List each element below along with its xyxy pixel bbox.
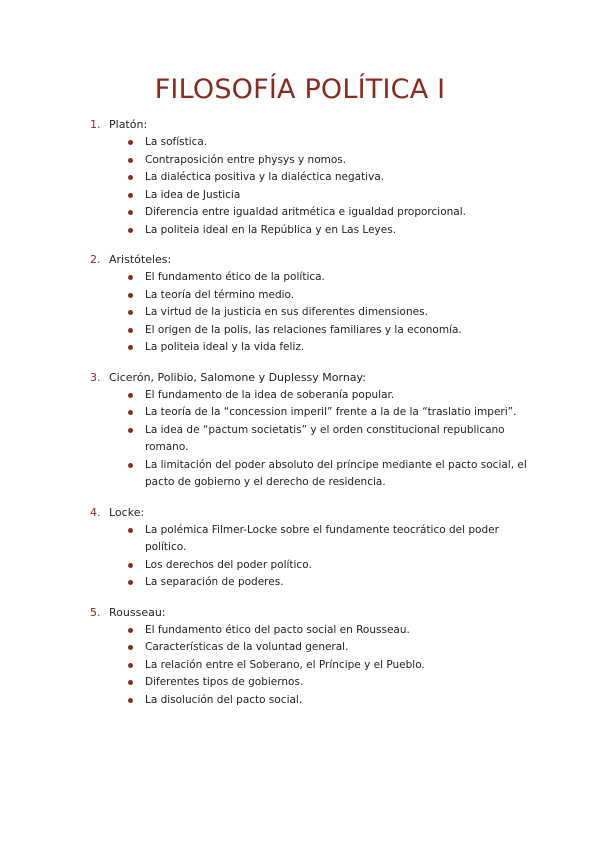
list-item (0, 657, 600, 675)
list-item (0, 404, 600, 422)
section-heading (0, 116, 600, 134)
section-title: Platón: (109, 118, 148, 131)
list-item (0, 187, 600, 205)
list-item-text: Características de la voluntad general. (145, 641, 349, 653)
list-item-text: Diferentes tipos de gobiernos. (145, 676, 304, 688)
bullet-dot-icon (128, 175, 133, 180)
bullet-dot-icon (128, 580, 133, 585)
bullet-dot-icon (128, 628, 133, 633)
bullet-dot-icon (128, 680, 133, 685)
list-item (0, 522, 600, 557)
section-title: Locke: (109, 505, 145, 519)
list-item-text: El fundamento de la idea de soberanía popular. (145, 388, 395, 401)
list-item-text: Diferencia entre igualdad aritmética e igualdad proporcional. (145, 206, 466, 218)
list-item (0, 387, 600, 405)
section-2 (0, 251, 600, 357)
bullet-dot-icon (128, 345, 133, 350)
list-item (0, 457, 600, 492)
section-number: 3. (90, 370, 101, 384)
section-heading (0, 604, 600, 622)
list-item-text: La politeia ideal en la República y en Las Leyes. (145, 223, 397, 236)
section-number: 4. (90, 505, 101, 519)
list-item-text: La separación de poderes. (145, 576, 284, 588)
list-item-text: Los derechos del poder político. (145, 558, 312, 571)
list-item (0, 304, 600, 322)
list-item-text: La virtud de la justicia en sus diferentes dimensiones. (145, 306, 428, 318)
list-item (0, 204, 600, 222)
bullet-dot-icon (128, 563, 133, 568)
bullet-dot-icon (128, 663, 133, 668)
bullet-dot-icon (128, 228, 133, 233)
list-item (0, 152, 600, 170)
list-item (0, 322, 600, 340)
list-item-text: El fundamento ético del pacto social en Rousseau. (145, 623, 410, 636)
list-item (0, 557, 600, 575)
list-item (0, 692, 600, 710)
list-item (0, 622, 600, 640)
bullet-dot-icon (128, 328, 133, 333)
bullet-dot-icon (128, 210, 133, 215)
section-number: 1. (90, 118, 101, 131)
list-item (0, 169, 600, 187)
bullet-list (0, 522, 600, 592)
section-title: Cicerón, Polibio, Salomone y Duplessy Mornay: (109, 370, 366, 384)
section-3 (0, 369, 600, 492)
list-item-text: La politeia ideal y la vida feliz. (145, 341, 305, 353)
bullet-dot-icon (128, 393, 133, 398)
list-item-text: El origen de la polis, las relaciones familiares y la economía. (145, 323, 462, 336)
list-item (0, 269, 600, 287)
bullet-list (0, 622, 600, 710)
list-item-text: La idea de “pactum societatis” y el orden constitucional republicano romano. (145, 423, 505, 453)
list-item-text: La idea de Justicia (145, 188, 241, 201)
section-title: Rousseau: (109, 605, 166, 619)
bullet-dot-icon (128, 463, 133, 468)
bullet-list (0, 269, 600, 357)
section-4 (0, 504, 600, 592)
bullet-dot-icon (128, 140, 133, 145)
list-item-text: La relación entre el Soberano, el Príncipe y el Pueblo. (145, 658, 425, 671)
list-item (0, 674, 600, 692)
list-item (0, 639, 600, 657)
list-item-text: Contraposición entre physys y nomos. (145, 153, 347, 166)
list-item (0, 222, 600, 240)
bullet-dot-icon (128, 158, 133, 163)
list-item-text: La sofística. (145, 136, 208, 148)
bullet-list (0, 134, 600, 239)
list-item-text: La disolución del pacto social. (145, 693, 303, 706)
bullet-dot-icon (128, 528, 133, 533)
bullet-dot-icon (128, 698, 133, 703)
section-1 (0, 116, 600, 239)
list-item-text: La teoría del término medio. (145, 288, 295, 301)
list-item (0, 339, 600, 357)
list-item-text: El fundamento ético de la política. (145, 271, 325, 283)
section-heading (0, 504, 600, 522)
section-number: 2. (90, 253, 101, 266)
bullet-dot-icon (128, 410, 133, 415)
list-item (0, 422, 600, 457)
bullet-dot-icon (128, 275, 133, 280)
list-item-text: La teoría de la “concession imperil” frente a la de la “traslatio imperi”. (145, 406, 517, 418)
list-item-text: La polémica Filmer-Locke sobre el fundamente teocrático del poder político. (145, 523, 499, 553)
bullet-dot-icon (128, 428, 133, 433)
section-title: Aristóteles: (109, 253, 172, 266)
page-title: FILOSOFÍA POLÍTICA I (154, 74, 446, 105)
list-item-text: La dialéctica positiva y la dialéctica negativa. (145, 171, 385, 183)
bullet-list (0, 387, 600, 492)
bullet-dot-icon (128, 193, 133, 198)
list-item (0, 574, 600, 592)
bullet-dot-icon (128, 645, 133, 650)
section-5 (0, 604, 600, 710)
section-number: 5. (90, 605, 101, 619)
section-heading (0, 369, 600, 387)
list-item (0, 134, 600, 152)
bullet-dot-icon (128, 310, 133, 315)
section-heading (0, 251, 600, 269)
list-item-text: La limitación del poder absoluto del príncipe mediante el pacto social, el pacto de gobierno y el derecho de residencia. (145, 458, 527, 488)
bullet-dot-icon (128, 293, 133, 298)
list-item (0, 287, 600, 305)
section-list (0, 116, 600, 721)
